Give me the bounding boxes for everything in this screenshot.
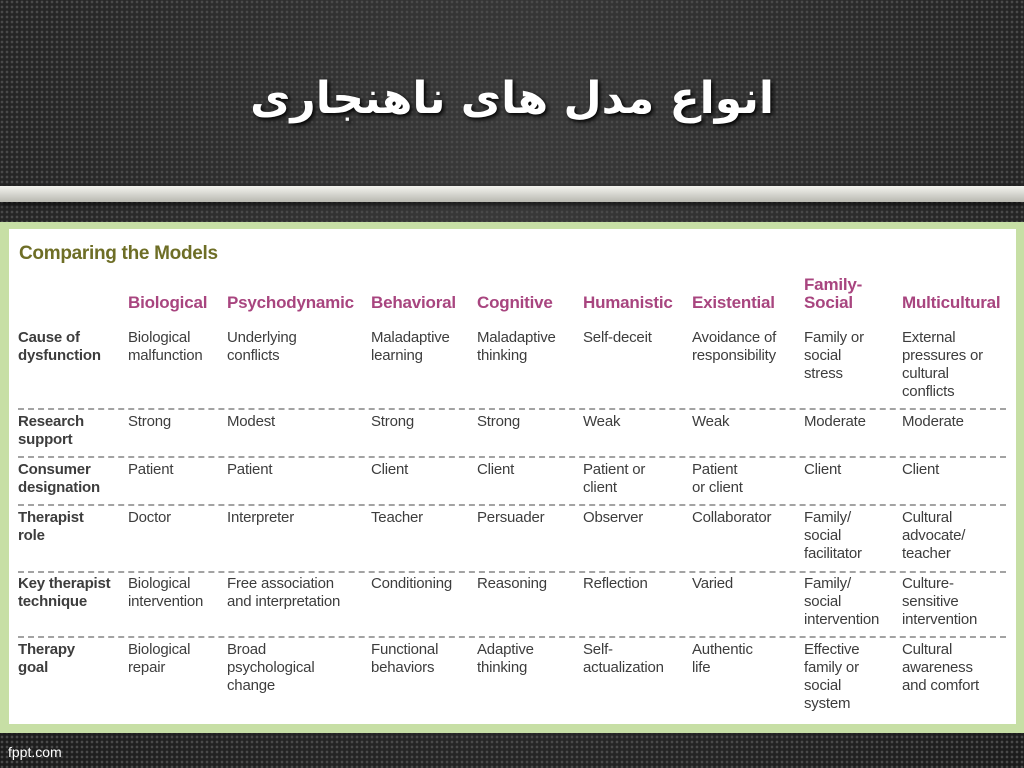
table-cell: Family or social stress (804, 329, 864, 382)
table-cell: Doctor (128, 509, 171, 526)
table-cell: Modest (227, 413, 275, 430)
table-cell: Interpreter (227, 509, 294, 526)
table-cell: Weak (583, 413, 621, 430)
table-cell: Culture- sensitive intervention (902, 575, 978, 628)
row-header: Consumer designation (18, 461, 100, 496)
row-header: Therapy goal (18, 641, 75, 676)
table-cell: Varied (692, 575, 734, 592)
column-header-multicultural: Multicultural (902, 293, 1001, 312)
row-divider (18, 504, 1006, 506)
table-cell: Biological intervention (128, 575, 204, 610)
table-cell: Maladaptive learning (371, 329, 450, 364)
row-header: Key therapist technique (18, 575, 111, 610)
table-cell: Effective family or social system (804, 641, 860, 712)
table-cell: Client (477, 461, 515, 478)
table-cell: Biological repair (128, 641, 191, 676)
table-cell: Cultural awareness and comfort (902, 641, 980, 694)
row-divider (18, 571, 1006, 573)
comparison-table-card (9, 229, 1016, 724)
table-cell: Patient or client (692, 461, 743, 496)
table-cell: Client (902, 461, 940, 478)
table-cell: Strong (371, 413, 414, 430)
table-cell: Persuader (477, 509, 545, 526)
column-header-family-social: Family- Social (804, 275, 863, 312)
table-cell: Moderate (902, 413, 964, 430)
table-cell: Reasoning (477, 575, 547, 592)
table-cell: Moderate (804, 413, 866, 430)
table-heading: Comparing the Models (19, 243, 218, 264)
row-header: Cause of dysfunction (18, 329, 101, 364)
table-cell: Family/ social intervention (804, 575, 880, 628)
column-header-psychodynamic: Psychodynamic (227, 293, 354, 312)
row-divider (18, 408, 1006, 410)
table-cell: Collaborator (692, 509, 772, 526)
table-cell: Cultural advocate/ teacher (902, 509, 966, 562)
table-cell: Free association and interpretation (227, 575, 341, 610)
table-cell: Patient (227, 461, 273, 478)
column-header-humanistic: Humanistic (583, 293, 673, 312)
column-header-behavioral: Behavioral (371, 293, 456, 312)
table-cell: Strong (128, 413, 171, 430)
table-cell: Teacher (371, 509, 423, 526)
table-cell: Biological malfunction (128, 329, 203, 364)
column-header-cognitive: Cognitive (477, 293, 553, 312)
row-header: Therapist role (18, 509, 84, 544)
table-cell: Family/ social facilitator (804, 509, 862, 562)
slide-title: انواع مدل های ناهنجاری (250, 73, 774, 124)
row-divider (18, 636, 1006, 638)
table-cell: Avoidance of responsibility (692, 329, 777, 364)
table-cell: Weak (692, 413, 730, 430)
table-cell: Broad psychological change (227, 641, 315, 694)
table-cell: Maladaptive thinking (477, 329, 556, 364)
footer-brand: fppt.com (8, 744, 62, 760)
table-cell: Client (804, 461, 842, 478)
table-cell: Functional behaviors (371, 641, 439, 676)
table-cell: External pressures or cultural conflicts (902, 329, 983, 400)
table-cell: Reflection (583, 575, 648, 592)
row-divider (18, 456, 1006, 458)
table-cell: Conditioning (371, 575, 452, 592)
table-cell: Strong (477, 413, 520, 430)
table-cell: Patient or client (583, 461, 646, 496)
column-header-existential: Existential (692, 293, 775, 312)
table-cell: Patient (128, 461, 174, 478)
table-cell: Authentic life (692, 641, 753, 676)
table-cell: Observer (583, 509, 644, 526)
column-header-biological: Biological (128, 293, 208, 312)
table-cell: Client (371, 461, 409, 478)
row-header: Research support (18, 413, 84, 448)
table-cell: Self-deceit (583, 329, 652, 346)
table-cell: Self- actualization (583, 641, 664, 676)
table-cell: Underlying conflicts (227, 329, 297, 364)
table-panel (0, 222, 1024, 733)
table-cell: Adaptive thinking (477, 641, 534, 676)
title-divider-bar (0, 186, 1024, 202)
